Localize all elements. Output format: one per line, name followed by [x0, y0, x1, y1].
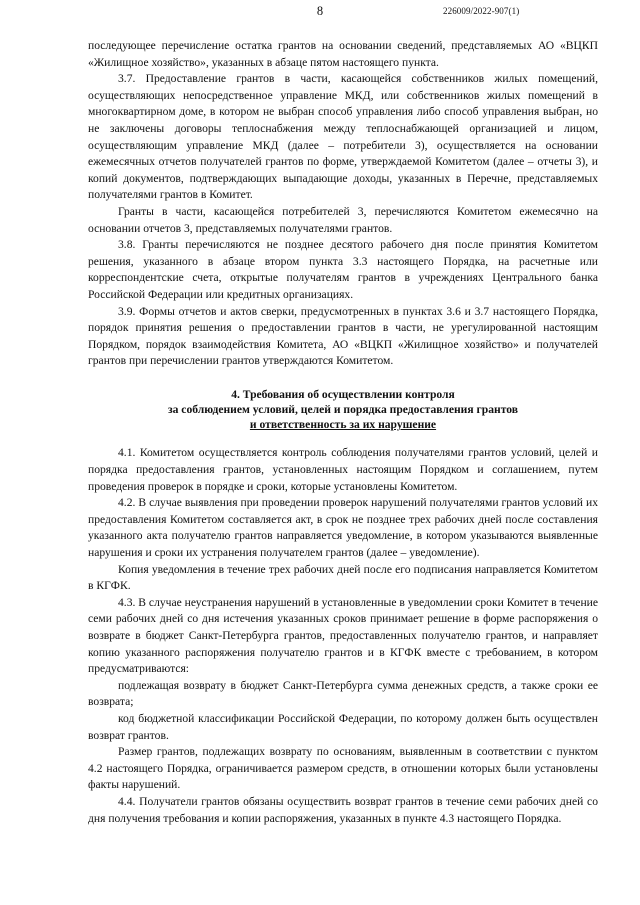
document-body — [88, 38, 598, 827]
paragraph-3-7: 3.7. Предоставление грантов в части, касающейся собственников жилых помещений, осуществляющих непосредственное управление МКД, или собственников жилых помещений в многоквартирном доме, в котором не выбран способ управления либо способ управления выбран, но не заключены договоры теплоснабжения между теплоснабжающей организацией и лицом, осуществляющим управление МКД (далее – потребители 3), осуществляется на основании ежемесячных отчетов получателей грантов по форме, утверждаемой Комитетом (далее – отчеты 3), и копий документов, подтверждающих выпадающие доходы, указанных в Перечне, представляемых получателями грантов в Комитет. — [88, 72, 598, 202]
paragraph-budget-code: код бюджетной классификации Российской Федерации, по которому должен быть осуществлен возврат грантов. — [88, 711, 598, 742]
section-heading-line-3 — [88, 417, 598, 432]
section-heading-line-3-text: и ответственность за их нарушение — [249, 418, 437, 432]
page-number: 8 — [316, 4, 324, 18]
paragraph-refund-amount: подлежащая возврату в бюджет Санкт-Петербурга сумма денежных средств, а также сроки ее возврата; — [88, 678, 598, 709]
paragraph-4-2: 4.2. В случае выявления при проведении проверок нарушений получателями грантов условий их предоставления Комитетом составляется акт, в срок не позднее трех рабочих дней после составления указанного акта получателю грантов направляется уведомление, в котором указываются выявленные нарушения и сроки их устранения получателем грантов (далее – уведомление). — [88, 496, 598, 560]
section-spacer — [88, 370, 598, 387]
section-heading-line-1: 4. Требования об осуществлении контроля — [231, 387, 455, 401]
section-spacer-after-heading — [88, 432, 598, 445]
paragraph-4-3: 4.3. В случае неустранения нарушений в установленные в уведомлении сроки Комитет в течение семи рабочих дней со дня истечения указанных сроков принимает решение в форме распоряжения о возврате в бюджет Санкт-Петербурга грантов, предоставленных получателю грантов, и направляет копию указанного распоряжения получателю грантов и в КГФК вместе с требованием, в котором предусматриваются: — [88, 595, 598, 676]
paragraph-notice-copy: Копия уведомления в течение трех рабочих дней после его подписания направляется Комитетом в КГФК. — [88, 562, 598, 593]
section-heading — [88, 387, 598, 433]
paragraph-4-4: 4.4. Получатели грантов обязаны осуществить возврат грантов в течение семи рабочих дней со дня получения требования и копии распоряжения, указанных в пункте 4.3 настоящего Порядка. — [88, 794, 598, 825]
paragraph-3-8: 3.8. Гранты перечисляются не позднее десятого рабочего дня после принятия Комитетом решения, указанного в абзаце втором пункта 3.3 настоящего Порядка, на расчетные или корреспондентские счета, открытые получателям грантов в учреждениях Центрального банка Российской Федерации или кредитных организациях. — [88, 238, 598, 301]
section-heading-line-2: за соблюдением условий, целей и порядка предоставления грантов — [167, 403, 519, 417]
paragraph-refund-size: Размер грантов, подлежащих возврату по основаниям, выявленным в соответствии с пунктом 4.2 настоящего Порядка, ограничивается размером средств, в отношении которых были установлены факты нарушений. — [88, 745, 598, 792]
paragraph-3-9: 3.9. Формы отчетов и актов сверки, предусмотренных в пунктах 3.6 и 3.7 настоящего Порядка, порядок принятия решения о предоставлении грантов в части, не урегулированной настоящим Порядком, порядок взаимодействия Комитета, АО «ВЦКП «Жилищное хозяйство» и получателей грантов при перечислении грантов утверждаются Комитетом. — [88, 304, 598, 368]
paragraph-4-1: 4.1. Комитетом осуществляется контроль соблюдения получателями грантов условий, целей и порядка предоставления грантов, установленных настоящим Порядком и соглашением, путем проведения проверок в порядке и сроки, которые установлены Комитетом. — [88, 446, 598, 493]
paragraph-continuation: последующее перечисление остатка грантов на основании сведений, представляемых АО «ВЦКП «Жилищное хозяйство», указанных в абзаце пятом настоящего пункта. — [88, 39, 598, 69]
paragraph-grants-consumers-3: Гранты в части, касающейся потребителей 3, перечисляются Комитетом ежемесячно на основании отчетов 3, представляемых получателями грантов. — [88, 204, 598, 235]
document-registration-number: 226009/2022-907(1) — [443, 6, 520, 16]
